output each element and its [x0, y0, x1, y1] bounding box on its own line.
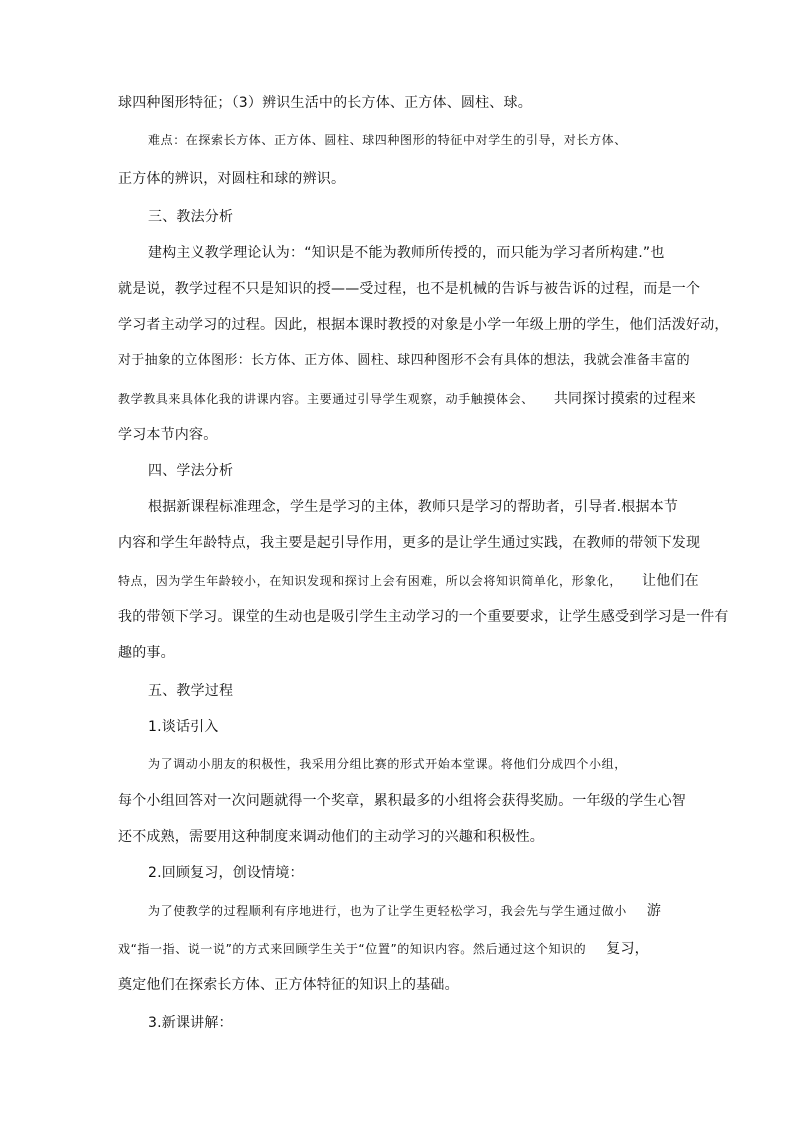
- text-line: 球四种图形特征；（3）辨识生活中的长方体、正方体、圆柱、球。: [118, 95, 532, 111]
- text-line: 为了调动小朋友的积极性，我采用分组比赛的形式开始本堂课。将他们分成四个小组，: [148, 757, 627, 771]
- text-line: 戏“指一指、说一说”的方式来回顾学生关于“位置”的知识内容。然后通过这个知识的 复习，: [118, 941, 649, 957]
- text-line: 还不成熟，需要用这种制度来调动他们的主动学习的兴趣和积极性。: [118, 829, 544, 845]
- text-line: 趣的事。: [118, 645, 175, 661]
- subsection-heading: 1.谈话引入: [148, 719, 219, 735]
- text-line: 为了使教学的过程顺利有序地进行，也为了让学生更轻松学习，我会先与学生通过做小 游: [148, 903, 662, 919]
- text-line: 学习本节内容。: [118, 427, 218, 443]
- text-line: 教学教具来具体化我的讲课内容。主要通过引导学生观察，动手触摸体会、 共同探讨摸索的过程来: [118, 391, 696, 407]
- text-line: 就是说，教学过程不只是知识的授——受过程，也不是机械的告诉与被告诉的过程，而是一个: [118, 281, 701, 297]
- text-line: 对于抽象的立体图形：长方体、正方体、圆柱、球四种图形不会有具体的想法，我就会准备丰富的: [118, 353, 690, 368]
- section-heading: 五、教学过程: [148, 683, 234, 699]
- section-heading: 四、学法分析: [148, 463, 234, 479]
- text-line: 特点，因为学生年龄较小，在知识发现和探讨上会有困难，所以会将知识简单化，形象化， 让他们在: [118, 573, 699, 589]
- text-line: 内容和学生年龄特点，我主要是起引导作用，更多的是让学生通过实践，在教师的带领下发现: [118, 535, 701, 551]
- section-heading: 三、教法分析: [148, 209, 234, 225]
- text-line: 学习者主动学习的过程。因此，根据本课时教授的对象是小学一年级上册的学生，他们活泼好动，: [118, 317, 729, 333]
- subsection-heading: 2.回顾复习，创设情境：: [148, 865, 304, 881]
- subsection-heading: 3.新课讲解：: [148, 1015, 233, 1031]
- text-line: 我的带领下学习。课堂的生动也是吸引学生主动学习的一个重要要求，让学生感受到学习是一件有: [118, 609, 729, 625]
- text-line: 正方体的辨识，对圆柱和球的辨识。: [118, 171, 346, 187]
- text-line: 根据新课程标准理念，学生是学习的主体，教师只是学习的帮助者，引导者.根据本节: [148, 499, 679, 515]
- text-line: 每个小组回答对一次问题就得一个奖章，累积最多的小组将会获得奖励。一年级的学生心智: [118, 793, 686, 809]
- text-line: 难点：在探索长方体、正方体、圆柱、球四种图形的特征中对学生的引导，对长方体、: [148, 133, 627, 147]
- text-line: 奠定他们在探索长方体、正方体特征的知识上的基础。: [118, 977, 459, 993]
- text-line: 建构主义教学理论认为：“知识是不能为教师所传授的，而只能为学习者所构建.”也: [148, 245, 665, 261]
